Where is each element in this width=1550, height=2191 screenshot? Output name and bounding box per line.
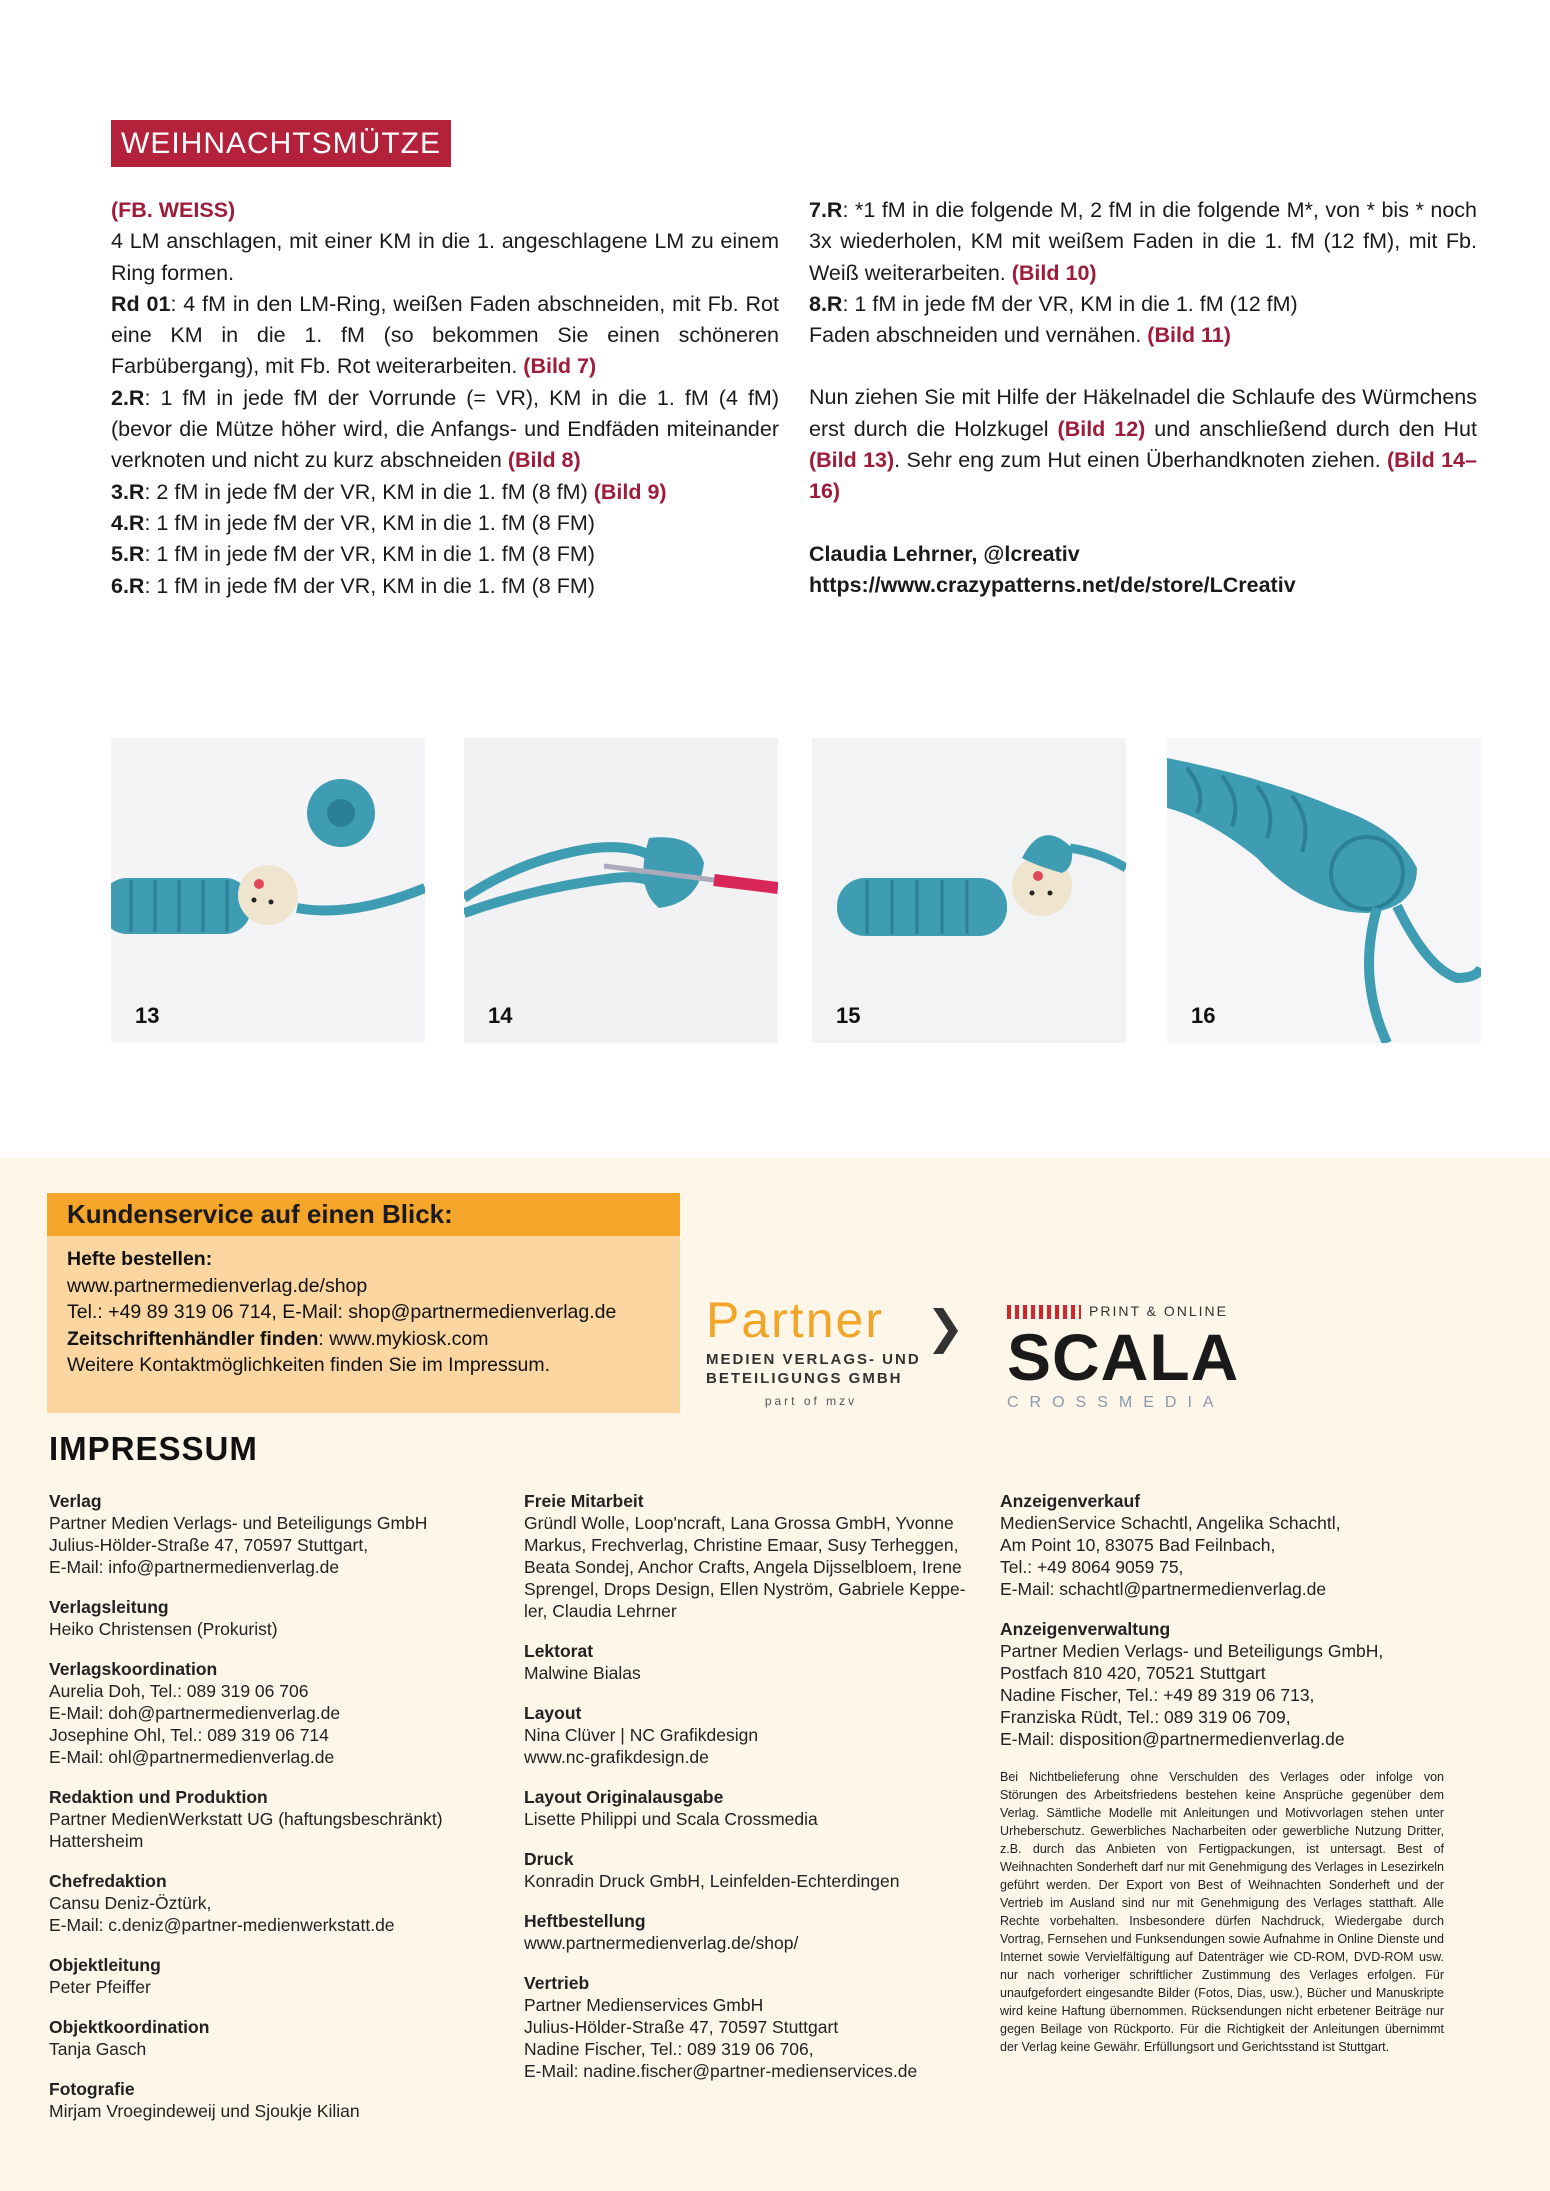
impressum-column-3 — [1000, 1490, 1450, 2056]
photo-13 — [111, 738, 425, 1043]
impressum-line: Josephine Ohl, Tel.: 089 319 06 714 — [49, 1725, 329, 1745]
impressum-line: E-Mail: disposition@partnermedienverlag.de — [1000, 1729, 1345, 1749]
impressum-heading: Anzeigenverwaltung — [1000, 1619, 1171, 1639]
impressum-line: E-Mail: doh@partnermedienverlag.de — [49, 1703, 341, 1723]
impressum-line: Partner Medienservices GmbH — [524, 1995, 764, 2015]
impressum-heading: Druck — [524, 1849, 574, 1869]
impressum-title: IMPRESSUM — [49, 1430, 258, 1467]
impressum-block — [524, 1490, 984, 1622]
impressum-block — [1000, 1490, 1450, 1600]
dealer-line: Zeitschriftenhändler finden: www.mykiosk.com — [67, 1327, 489, 1350]
instruction-round-2: 2.R: 1 fM in jede fM der Vorrunde (= VR), KM in die 1. fM (4 fM) (bevor die Mütze höher wird, die Anfangs- und Endfäden miteinander verknoten und nicht zu kurz abschneiden (Bild 8) — [111, 385, 779, 473]
order-label: Hefte bestellen: — [67, 1248, 213, 1270]
instruction-finish: Faden abschneiden und vernähen. (Bild 11) — [809, 323, 1231, 348]
impressum-line: Markus, Frechverlag, Christine Emaar, Susy Terheggen, — [524, 1535, 959, 1555]
impressum-line: Sprengel, Drops Design, Ellen Nyström, Gabriele Keppe- — [524, 1579, 966, 1599]
more-contact: Weitere Kontaktmöglichkeiten finden Sie im Impressum. — [67, 1354, 551, 1376]
bars-icon — [1007, 1305, 1081, 1319]
impressum-line: E-Mail: schachtl@partnermedienverlag.de — [1000, 1579, 1327, 1599]
instruction-round-7: 7.R: *1 fM in die folgende M, 2 fM in die folgende M*, von * bis * noch 3x wiederholen, KM mit weißem Faden in die 1. fM (12 fM), mit Fb. Weiß weiterarbeiten. (Bild 10) — [809, 198, 1477, 285]
impressum-line: Heiko Christensen (Prokurist) — [49, 1619, 278, 1639]
impressum-heading: Objektkoordination — [49, 2017, 210, 2037]
impressum-block — [524, 1702, 984, 1768]
image-ref: (Bild 12) — [1057, 416, 1146, 441]
author-credit: Claudia Lehrner, @lcreativ — [809, 541, 1080, 566]
impressum-line: MedienService Schachtl, Angelika Schachtl, — [1000, 1513, 1341, 1533]
impressum-line: Malwine Bialas — [524, 1663, 641, 1683]
impressum-line: Nadine Fischer, Tel.: 089 319 06 706, — [524, 2039, 814, 2059]
section-title: WEIHNACHTSMÜTZE — [111, 120, 451, 167]
image-ref: (Bild 8) — [507, 448, 581, 473]
impressum-block — [49, 2078, 499, 2122]
impressum-line: Nina Clüver | NC Grafikdesign — [524, 1725, 759, 1745]
impressum-line: Partner Medien Verlags- und Beteiligungs GmbH, — [1000, 1641, 1384, 1661]
impressum-line: Aurelia Doh, Tel.: 089 319 06 706 — [49, 1681, 309, 1701]
impressum-block — [49, 1954, 499, 1998]
impressum-line: Konradin Druck GmbH, Leinfelden-Echterdingen — [524, 1871, 900, 1891]
instruction-assembly: Nun ziehen Sie mit Hilfe der Häkelnadel die Schlaufe des Würmchens erst durch die Holzkugel (Bild 12) und anschließend durch den Hut (Bild 13). Sehr eng zum Hut einen Überhandknoten ziehen. (Bild 14–16) — [809, 385, 1477, 504]
impressum-line: Partner MedienWerkstatt UG (haftungsbeschränkt) — [49, 1809, 443, 1829]
impressum-block — [524, 1848, 984, 1892]
image-ref: (Bild 14–16) — [809, 448, 1477, 504]
impressum-heading: Fotografie — [49, 2079, 135, 2099]
impressum-line: Gründl Wolle, Loop'ncraft, Lana Grossa GmbH, Yvonne — [524, 1513, 954, 1533]
impressum-line: Franziska Rüdt, Tel.: 089 319 06 709, — [1000, 1707, 1291, 1727]
chevron-right-icon: ❯ — [926, 1301, 965, 1353]
photo-number: 15 — [836, 1003, 861, 1028]
instructions-left — [111, 195, 779, 602]
impressum-line: Julius-Hölder-Straße 47, 70597 Stuttgart, — [49, 1535, 369, 1555]
photo-16 — [1167, 738, 1481, 1043]
impressum-block — [49, 1786, 499, 1852]
photo-number: 14 — [488, 1003, 513, 1028]
shop-contact: Tel.: +49 89 319 06 714, E-Mail: shop@partnermedienverlag.de — [67, 1301, 617, 1323]
legal-notice: Bei Nichtbelieferung ohne Verschulden des Verlages oder infolge von Störungen des Arbeitsfriedens bestehen keine Ansprüche gegenüber dem Verlag. Sämtliche Modelle mit Anleitungen und Motivvorlagen stehen unter Urheberschutz. Gewerbliches Nacharbeiten oder gewerbliche Nutzung Dritter, z.B. durch das Anbieten von Fertigpackungen, ist untersagt. Best of Weihnachten Sonderheft darf nur mit Genehmigung des Verlages in Lesezirkeln geführt werden. Der Export von Best of Weihnachten Sonderheft und der Vertrieb im Ausland sind nur mit Genehmigung des Verlages statthaft. Alle Rechte vorbehalten. Insbesondere dürfen Nachdruck, Wiedergabe durch Vortrag, Fernsehen und Funksendungen sowie Aufnahme in Online Dienste und Internet sowie Vervielfältigung auf Datenträger wie CD-ROM, DVD-ROM usw. nur nach vorheriger schriftlicher Zustimmung des Verlages erfolgen. Für unaufgefordert eingesandte Bilder (Fotos, Dias, usw.), Bücher und Manuskripte wird keine Haftung übernommen. Rücksendungen nicht erbetener Beiträge nur gegen Beilage von Rückporto. Für die Richtigkeit der Anleitungen übernimmt der Verlag keine Gewähr. Erfüllungsort und Gerichtsstand ist Stuttgart. — [1000, 1770, 1444, 2054]
impressum-line: www.partnermedienverlag.de/shop/ — [524, 1933, 799, 1953]
impressum-heading: Lektorat — [524, 1641, 594, 1661]
impressum-block — [49, 2016, 499, 2060]
impressum-column-2 — [524, 1490, 984, 2100]
instruction-round-3: 3.R: 2 fM in jede fM der VR, KM in die 1. fM (8 fM) (Bild 9) — [111, 479, 667, 504]
impressum-line: Beata Sondej, Anchor Crafts, Angela Dijsselbloem, Irene — [524, 1557, 962, 1577]
impressum-block — [524, 1786, 984, 1830]
impressum-heading: Layout — [524, 1703, 582, 1723]
impressum-line: E-Mail: ohl@partnermedienverlag.de — [49, 1747, 335, 1767]
impressum-line: E-Mail: nadine.fischer@partner-medienservices.de — [524, 2061, 918, 2081]
image-ref: (Bild 9) — [593, 479, 667, 504]
instruction-round-6: 6.R: 1 fM in jede fM der VR, KM in die 1. fM (8 FM) — [111, 573, 595, 598]
impressum-heading: Chefredaktion — [49, 1871, 167, 1891]
impressum-block — [49, 1870, 499, 1936]
shop-link[interactable]: www.partnermedienverlag.de/shop — [67, 1274, 368, 1297]
impressum-line: Am Point 10, 83075 Bad Feilnbach, — [1000, 1535, 1276, 1555]
impressum-line: E-Mail: c.deniz@partner-medienwerkstatt.de — [49, 1915, 395, 1935]
image-ref: (Bild 13) — [809, 448, 895, 473]
impressum-line: Partner Medien Verlags- und Beteiligungs GmbH — [49, 1513, 428, 1533]
impressum-heading: Redaktion und Produktion — [49, 1787, 268, 1807]
impressum-heading: Vertrieb — [524, 1973, 590, 1993]
impressum-block — [49, 1658, 499, 1768]
image-ref: (Bild 7) — [523, 354, 597, 379]
impressum-line: Cansu Deniz-Öztürk, — [49, 1893, 212, 1913]
image-ref: (Bild 10) — [1011, 260, 1097, 285]
impressum-line: Julius-Hölder-Straße 47, 70597 Stuttgart — [524, 2017, 839, 2037]
photo-number: 13 — [135, 1003, 160, 1028]
impressum-heading: Verlagskoordination — [49, 1659, 218, 1679]
partner-logo: Partner ❯ MEDIEN VERLAGS- UND BETEILIGUNGS GMBH part of mzv — [706, 1292, 965, 1408]
impressum-column-1 — [49, 1490, 499, 2140]
impressum-line: Lisette Philippi und Scala Crossmedia — [524, 1809, 818, 1829]
impressum-line: www.nc-grafikdesign.de — [524, 1747, 709, 1767]
impressum-line: E-Mail: info@partnermedienverlag.de — [49, 1557, 340, 1577]
photo-14 — [464, 738, 778, 1043]
impressum-line: Tanja Gasch — [49, 2039, 147, 2059]
instructions-right — [809, 195, 1477, 601]
impressum-heading: Anzeigenverkauf — [1000, 1491, 1141, 1511]
impressum-heading: Verlagsleitung — [49, 1597, 169, 1617]
author-url[interactable]: https://www.crazypatterns.net/de/store/LCreativ — [809, 572, 1296, 597]
impressum-heading: Layout Originalausgabe — [524, 1787, 724, 1807]
impressum-line: Mirjam Vroegindeweij und Sjoukje Kilian — [49, 2101, 360, 2121]
impressum-line: Hattersheim — [49, 1831, 144, 1851]
impressum-line: Tel.: +49 8064 9059 75, — [1000, 1557, 1184, 1577]
photo-15 — [812, 738, 1126, 1043]
yarn-color-label: (FB. WEISS) — [111, 198, 236, 222]
impressum-block — [49, 1490, 499, 1578]
impressum-block — [49, 1596, 499, 1640]
impressum-heading: Objektleitung — [49, 1955, 161, 1975]
impressum-block — [1000, 1618, 1450, 1750]
instruction-round-5: 5.R: 1 fM in jede fM der VR, KM in die 1. fM (8 FM) — [111, 542, 595, 567]
customer-service-title: Kundenservice auf einen Blick: — [47, 1193, 680, 1236]
impressum-heading: Heftbestellung — [524, 1911, 646, 1931]
instruction-round-01: Rd 01: 4 fM in den LM-Ring, weißen Faden abschneiden, mit Fb. Rot eine KM in die 1. fM (so bekommen Sie einen schöneren Farbübergang), mit Fb. Rot weiterarbeiten. (Bild 7) — [111, 291, 779, 379]
impressum-line: Peter Pfeiffer — [49, 1977, 151, 1997]
impressum-block — [524, 1640, 984, 1684]
instruction-round-8: 8.R: 1 fM in jede fM der VR, KM in die 1. fM (12 fM) — [809, 291, 1298, 316]
image-ref: (Bild 11) — [1147, 323, 1231, 348]
impressum-block — [524, 1972, 984, 2082]
customer-service-box — [47, 1193, 680, 1413]
impressum-heading: Freie Mitarbeit — [524, 1491, 644, 1511]
impressum-heading: Verlag — [49, 1491, 102, 1511]
instruction-round-4: 4.R: 1 fM in jede fM der VR, KM in die 1. fM (8 FM) — [111, 510, 595, 535]
instruction-intro: 4 LM anschlagen, mit einer KM in die 1. angeschlagene LM zu einem Ring formen. — [111, 229, 779, 285]
photo-number: 16 — [1191, 1003, 1216, 1028]
impressum-block — [524, 1910, 984, 1954]
impressum-line: Nadine Fischer, Tel.: +49 89 319 06 713, — [1000, 1685, 1315, 1705]
scala-logo: PRINT & ONLINE SCALA CROSSMEDIA — [1007, 1303, 1240, 1411]
impressum-line: Postfach 810 420, 70521 Stuttgart — [1000, 1663, 1266, 1683]
impressum-line: ler, Claudia Lehrner — [524, 1601, 677, 1621]
